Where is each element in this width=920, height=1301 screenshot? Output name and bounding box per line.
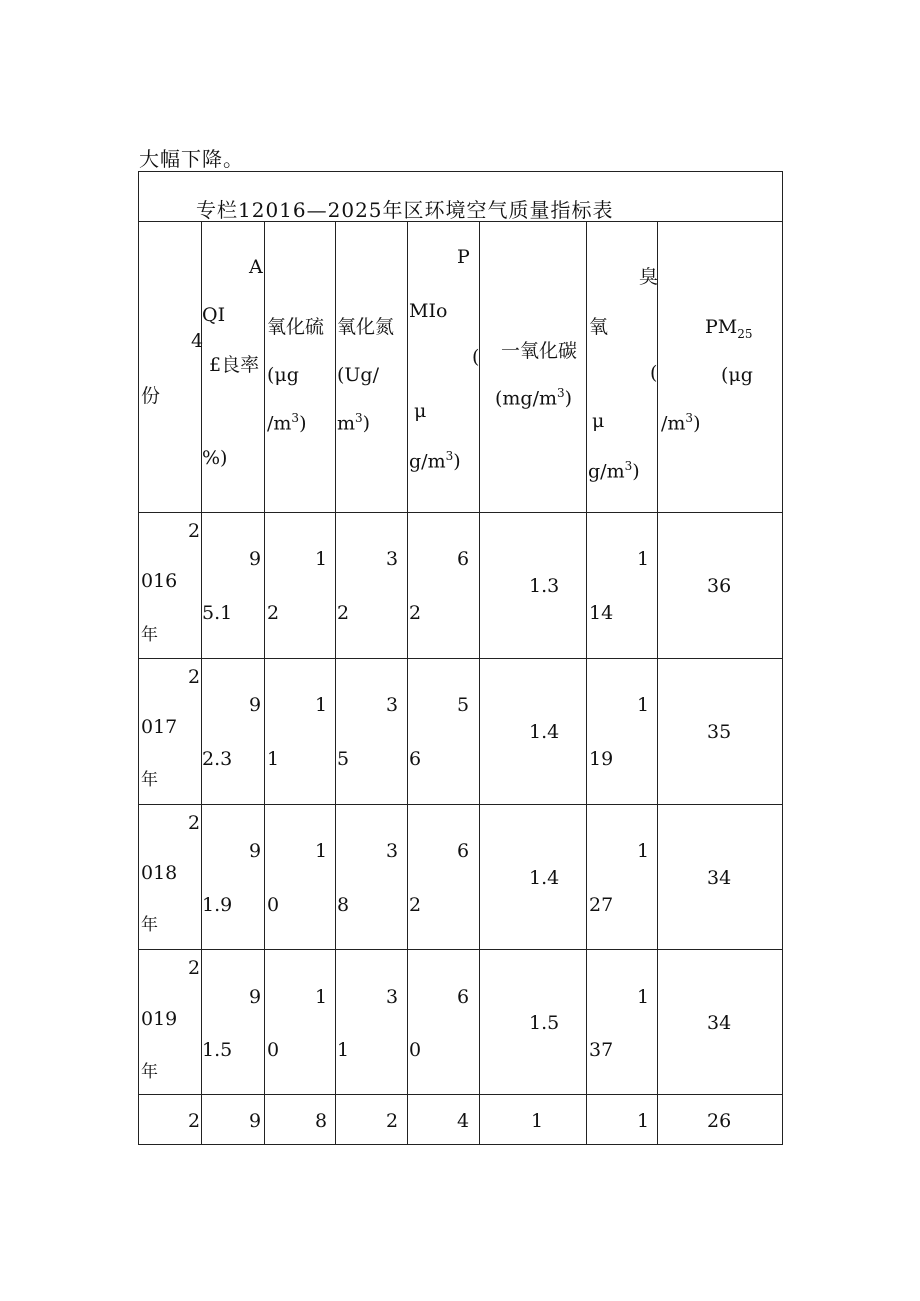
row-divider (139, 512, 782, 513)
lead-text: 大幅下降。 (139, 147, 244, 171)
col-divider (264, 222, 265, 1144)
col-divider (201, 222, 202, 1144)
air-quality-table: 专栏12016—2025年区环境空气质量指标表 4 份 A QI £良率 %) 氧化硫 (μg $/m^3$) 氧化氮 (Ug/ $m^3$) P MIo ( μ $g/m^3$) 一氧化碳 $(mg/m^3)$ 臭 氧 ( μ $g/m^3$) $PM_{25}$ (μg $/m^3$) 2 016 年 9 5.1 1 2 3 2 6 2 1.3 1 14 36 2 017 年 9 2.3 1 1 3 5 5 6 1.4 1 19 35 2 018 年 9 1.9 1 0 3 8 6 2 1.4 1 27 34 2 019 年 9 1.5 1 0 3 1 6 0 1.5 1 37 34 2 9 8 2 4 1 1 26 (138, 171, 783, 1145)
row-divider (139, 658, 782, 659)
caption-text: 专栏12016—2025年区环境空气质量指标表 (196, 198, 614, 222)
col-divider (335, 222, 336, 1144)
col-divider (586, 222, 587, 1144)
row-divider (139, 1094, 782, 1095)
table-caption (139, 172, 782, 222)
col-divider (407, 222, 408, 1144)
col-divider (657, 222, 658, 1144)
row-divider (139, 949, 782, 950)
row-divider (139, 804, 782, 805)
